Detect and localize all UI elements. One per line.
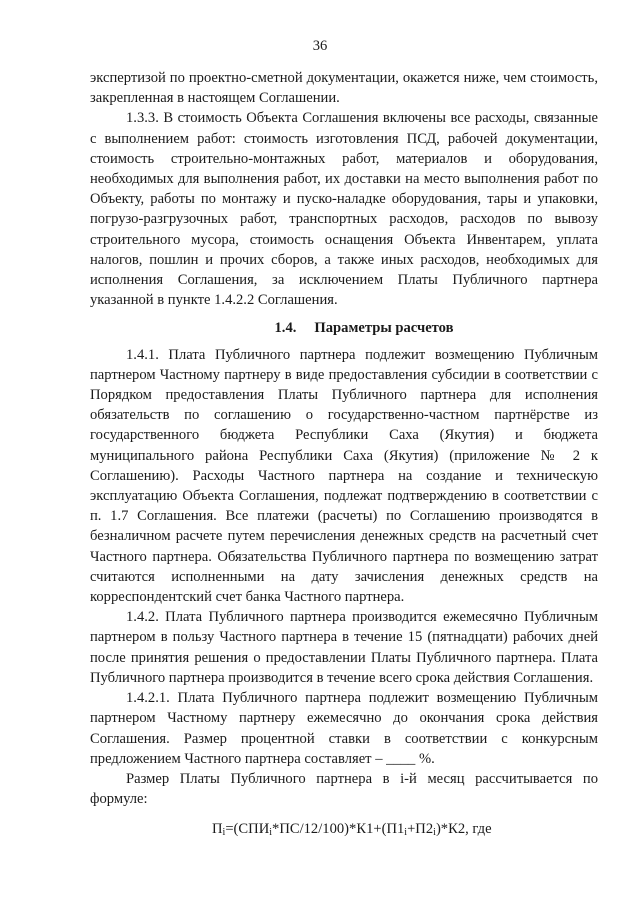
paragraph-1-4-1: 1.4.1. Плата Публичного партнера подлежит возмещению Публичным партнером Частному партнеру в виде предоставления субсидии в соответствии с Порядком предоставления Платы Публичного партнера для исполнения обязательств по соглашению о государственно-частном партнёрстве из государственного бюджета Республики Саха (Якутия) и бюджета муниципального района Республики Саха (Якутия) (приложение № 2 к Соглашению). Расходы Частного партнера на создание и техническую эксплуатацию Объекта Соглашения, подлежат подтверждению в соответствии с п. 1.7 Соглашения. Все платежи (расчеты) по Соглашению производятся в безналичном расчете путем перечисления денежных средств на расчетный счет Частного партнера. Обязательства Публичного партнера по возмещению затрат считаются исполненными на дату зачисления денежных средств на корреспондентский счет банка Частного партнера. (90, 346, 598, 606)
section-number: 1.4. (274, 320, 297, 337)
page-number: 36 (312, 38, 328, 54)
payment-formula (90, 819, 598, 839)
formula-subscript: i (269, 827, 273, 839)
formula-text: +П2 (407, 821, 434, 838)
formula-text: П (212, 821, 223, 838)
paragraph-continuation: экспертизой по проектно-сметной документации, окажется ниже, чем стоимость, закрепленная в настоящем Соглашении. (90, 70, 598, 107)
formula-subscript: i (222, 827, 226, 839)
section-title: Параметры расчетов (314, 320, 454, 337)
formula-text: =(СПИ (225, 821, 270, 838)
paragraph-1-4-2-1: 1.4.2.1. Плата Публичного партнера подлежит возмещению Публичным партнером Частному партнеру ежемесячно до окончания срока действия Соглашения. Размер процентной ставки в соответствии с конкурсным предложением Частного партнера составляет – ____ %. (90, 690, 598, 767)
document-body (90, 68, 598, 840)
formula-text: *ПС/12/100)*К1+(П1 (272, 821, 405, 838)
paragraph-formula-intro: Размер Платы Публичного партнера в i-й месяц рассчитывается по формуле: (90, 770, 598, 808)
section-heading (90, 318, 598, 338)
paragraph-1-4-2: 1.4.2. Плата Публичного партнера производится ежемесячно Публичным партнером в пользу Частного партнера в течение 15 (пятнадцати) рабочих дней после принятия решения о предоставлении Платы Публичного партнера. Плата Публичного партнера производится в течение всего срока действия Соглашения. (90, 609, 598, 686)
formula-text: )*К2, где (435, 821, 492, 838)
formula-subscript: i (404, 827, 408, 839)
formula-subscript: i (433, 827, 436, 839)
paragraph-1-3-3: 1.3.3. В стоимость Объекта Соглашения включены все расходы, связанные с выполнением работ: стоимость изготовления ПСД, рабочей документации, стоимость строительно-монтажных работ, материалов и оборудования, необходимых для выполнения работ, их доставки на место выполнения работ по Объекту, работы по монтажу и пуско-наладке оборудования, тары и упаковки, погрузо-разгрузочных работ, транспортных расходов, расходов по вывозу строительного мусора, стоимость оснащения Объекта Инвентарем, уплата налогов, пошлин и прочих сборов, а также иных расходов, необходимых для исполнения Соглашения, за исключением Платы Публичного партнера указанной в пункте 1.4.2.2 Соглашения. (90, 110, 598, 309)
